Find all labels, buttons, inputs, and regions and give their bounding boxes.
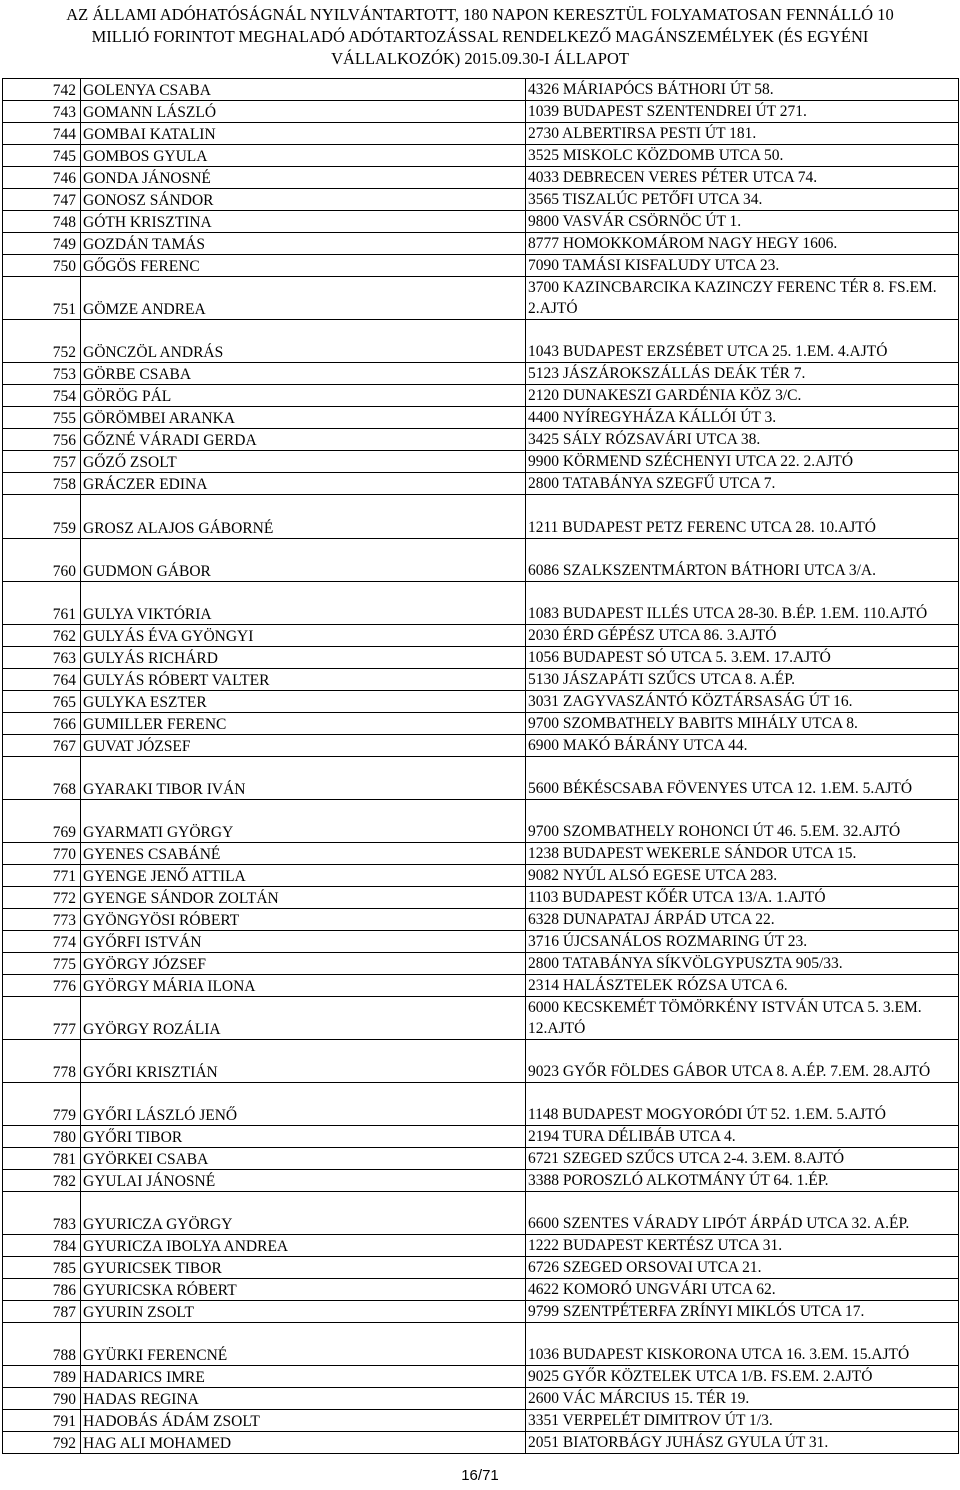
taxpayer-address: 3525 MISKOLC KÖZDOMB UTCA 50.: [526, 145, 959, 167]
taxpayer-name: GYŐRI KRISZTIÁN: [81, 1040, 526, 1083]
table-row: [3, 1235, 959, 1257]
row-number: 762: [3, 625, 81, 647]
row-number: 753: [3, 363, 81, 385]
taxpayer-address: 9700 SZOMBATHELY ROHONCI ÚT 46. 5.EM. 32.AJTÓ: [526, 800, 959, 843]
taxpayer-address: 1056 BUDAPEST SÓ UTCA 5. 3.EM. 17.AJTÓ: [526, 647, 959, 669]
row-number: 772: [3, 887, 81, 909]
taxpayer-address: 6726 SZEGED ORSOVAI UTCA 21.: [526, 1257, 959, 1279]
table-row: [3, 582, 959, 625]
taxpayer-address: 3031 ZAGYVASZÁNTÓ KÖZTÁRSASÁG ÚT 16.: [526, 691, 959, 713]
table-row: [3, 495, 959, 539]
row-number: 789: [3, 1366, 81, 1388]
table-row: [3, 625, 959, 647]
taxpayer-address: 2800 TATABÁNYA SÍKVÖLGYPUSZTA 905/33.: [526, 953, 959, 975]
taxpayer-address: 4400 NYÍREGYHÁZA KÁLLÓI ÚT 3.: [526, 407, 959, 429]
table-row: [3, 953, 959, 975]
taxpayer-address: 6328 DUNAPATAJ ÁRPÁD UTCA 22.: [526, 909, 959, 931]
taxpayer-name: GOLENYA CSABA: [81, 79, 526, 101]
row-number: 758: [3, 473, 81, 495]
row-number: 742: [3, 79, 81, 101]
table-row: [3, 843, 959, 865]
taxpayer-address: 2051 BIATORBÁGY JUHÁSZ GYULA ÚT 31.: [526, 1432, 959, 1454]
taxpayer-name: HADOBÁS ÁDÁM ZSOLT: [81, 1410, 526, 1432]
row-number: 784: [3, 1235, 81, 1257]
taxpayer-name: GULYÁS RICHÁRD: [81, 647, 526, 669]
taxpayer-name: HAG ALI MOHAMED: [81, 1432, 526, 1454]
table-row: [3, 1388, 959, 1410]
row-number: 765: [3, 691, 81, 713]
taxpayer-name: GYŐRI LÁSZLÓ JENŐ: [81, 1083, 526, 1126]
taxpayer-address: 1222 BUDAPEST KERTÉSZ UTCA 31.: [526, 1235, 959, 1257]
header-line-1: AZ ÁLLAMI ADÓHATÓSÁGNÁL NYILVÁNTARTOTT, 180 NAPON KERESZTÜL FOLYAMATOSAN FENNÁLLÓ 10: [66, 5, 894, 24]
taxpayer-name: GŐZNÉ VÁRADI GERDA: [81, 429, 526, 451]
taxpayer-name: GULYA VIKTÓRIA: [81, 582, 526, 625]
taxpayer-address: 4326 MÁRIAPÓCS BÁTHORI ÚT 58.: [526, 79, 959, 101]
taxpayer-name: GOMBOS GYULA: [81, 145, 526, 167]
taxpayer-name: GYARMATI GYÖRGY: [81, 800, 526, 843]
taxpayer-address: 6721 SZEGED SZŰCS UTCA 2-4. 3.EM. 8.AJTÓ: [526, 1148, 959, 1170]
taxpayer-address: 6600 SZENTES VÁRADY LIPÓT ÁRPÁD UTCA 32. A.ÉP.: [526, 1192, 959, 1235]
taxpayer-address: 1083 BUDAPEST ILLÉS UTCA 28-30. B.ÉP. 1.EM. 110.AJTÓ: [526, 582, 959, 625]
table-row: [3, 538, 959, 582]
taxpayer-address: 9023 GYŐR FÖLDES GÁBOR UTCA 8. A.ÉP. 7.EM. 28.AJTÓ: [526, 1040, 959, 1083]
taxpayer-name: GUDMON GÁBOR: [81, 538, 526, 582]
row-number: 771: [3, 865, 81, 887]
row-number: 749: [3, 233, 81, 255]
taxpayer-address: 2600 VÁC MÁRCIUS 15. TÉR 19.: [526, 1388, 959, 1410]
table-row: [3, 713, 959, 735]
document-header: [0, 4, 960, 70]
taxpayer-address: 5130 JÁSZAPÁTI SZŰCS UTCA 8. A.ÉP.: [526, 669, 959, 691]
header-line-3: VÁLLALKOZÓK) 2015.09.30-I ÁLLAPOT: [331, 49, 629, 68]
table-row: [3, 997, 959, 1040]
taxpayer-address: 2030 ÉRD GÉPÉSZ UTCA 86. 3.AJTÓ: [526, 625, 959, 647]
taxpayer-address: 2314 HALÁSZTELEK RÓZSA UTCA 6.: [526, 975, 959, 997]
table-row: [3, 1040, 959, 1083]
table-row: [3, 909, 959, 931]
row-number: 781: [3, 1148, 81, 1170]
table-row: [3, 1323, 959, 1366]
taxpayer-name: GYŐRI TIBOR: [81, 1126, 526, 1148]
taxpayer-name: GÖRBE CSABA: [81, 363, 526, 385]
taxpayer-name: GYURICSKA RÓBERT: [81, 1279, 526, 1301]
table-row: [3, 451, 959, 473]
taxpayer-address: 3425 SÁLY RÓZSAVÁRI UTCA 38.: [526, 429, 959, 451]
taxpayer-address: 9025 GYŐR KÖZTELEK UTCA 1/B. FS.EM. 2.AJTÓ: [526, 1366, 959, 1388]
taxpayer-name: GOZDÁN TAMÁS: [81, 233, 526, 255]
taxpayer-address: 2800 TATABÁNYA SZEGFŰ UTCA 7.: [526, 473, 959, 495]
row-number: 750: [3, 255, 81, 277]
taxpayer-address: 6086 SZALKSZENTMÁRTON BÁTHORI UTCA 3/A.: [526, 538, 959, 582]
row-number: 751: [3, 277, 81, 320]
header-line-2: MILLIÓ FORINTOT MEGHALADÓ ADÓTARTOZÁSSAL RENDELKEZŐ MAGÁNSZEMÉLYEK (ÉS EGYÉNI: [91, 27, 869, 46]
taxpayer-address: 9082 NYÚL ALSÓ EGESE UTCA 283.: [526, 865, 959, 887]
taxpayer-name: GYULAI JÁNOSNÉ: [81, 1170, 526, 1192]
table-row: [3, 123, 959, 145]
taxpayer-address: 3700 KAZINCBARCIKA KAZINCZY FERENC TÉR 8. FS.EM. 2.AJTÓ: [526, 277, 959, 320]
taxpayer-address: 1103 BUDAPEST KŐÉR UTCA 13/A. 1.AJTÓ: [526, 887, 959, 909]
row-number: 756: [3, 429, 81, 451]
table-row: [3, 473, 959, 495]
row-number: 792: [3, 1432, 81, 1454]
taxpayer-address: 9799 SZENTPÉTERFA ZRÍNYI MIKLÓS UTCA 17.: [526, 1301, 959, 1323]
row-number: 759: [3, 495, 81, 539]
taxpayer-name: GYÖNGYÖSI RÓBERT: [81, 909, 526, 931]
row-number: 770: [3, 843, 81, 865]
taxpayer-address: 1043 BUDAPEST ERZSÉBET UTCA 25. 1.EM. 4.AJTÓ: [526, 320, 959, 363]
taxpayer-address: 2194 TURA DÉLIBÁB UTCA 4.: [526, 1126, 959, 1148]
row-number: 776: [3, 975, 81, 997]
taxpayer-address: 2120 DUNAKESZI GARDÉNIA KÖZ 3/C.: [526, 385, 959, 407]
taxpayer-address: 3716 ÚJCSANÁLOS ROZMARING ÚT 23.: [526, 931, 959, 953]
taxpayer-address: 3388 POROSZLÓ ALKOTMÁNY ÚT 64. 1.ÉP.: [526, 1170, 959, 1192]
taxpayer-name: GYENGE JENŐ ATTILA: [81, 865, 526, 887]
taxpayer-name: GÖNCZÖL ANDRÁS: [81, 320, 526, 363]
taxpayer-name: GYENES CSABÁNÉ: [81, 843, 526, 865]
row-number: 755: [3, 407, 81, 429]
taxpayer-name: GOMANN LÁSZLÓ: [81, 101, 526, 123]
table-row: [3, 865, 959, 887]
taxpayer-name: GYURICZA GYÖRGY: [81, 1192, 526, 1235]
row-number: 744: [3, 123, 81, 145]
row-number: 745: [3, 145, 81, 167]
taxpayer-name: GYARAKI TIBOR IVÁN: [81, 757, 526, 800]
taxpayer-address: 8777 HOMOKKOMÁROM NAGY HEGY 1606.: [526, 233, 959, 255]
row-number: 783: [3, 1192, 81, 1235]
taxpayer-name: GÖMZE ANDREA: [81, 277, 526, 320]
table-row: [3, 1192, 959, 1235]
table-row: [3, 79, 959, 101]
taxpayer-address: 1039 BUDAPEST SZENTENDREI ÚT 271.: [526, 101, 959, 123]
taxpayer-address: 1148 BUDAPEST MOGYORÓDI ÚT 52. 1.EM. 5.AJTÓ: [526, 1083, 959, 1126]
row-number: 782: [3, 1170, 81, 1192]
taxpayer-name: GYURICZA IBOLYA ANDREA: [81, 1235, 526, 1257]
table-row: [3, 1366, 959, 1388]
taxpayer-address: 1211 BUDAPEST PETZ FERENC UTCA 28. 10.AJTÓ: [526, 495, 959, 539]
table-row: [3, 800, 959, 843]
row-number: 777: [3, 997, 81, 1040]
taxpayer-address: 5123 JÁSZÁROKSZÁLLÁS DEÁK TÉR 7.: [526, 363, 959, 385]
taxpayer-address: 7090 TAMÁSI KISFALUDY UTCA 23.: [526, 255, 959, 277]
row-number: 768: [3, 757, 81, 800]
row-number: 757: [3, 451, 81, 473]
table-row: [3, 931, 959, 953]
taxpayer-address: 9700 SZOMBATHELY BABITS MIHÁLY UTCA 8.: [526, 713, 959, 735]
taxpayer-address: 4033 DEBRECEN VERES PÉTER UTCA 74.: [526, 167, 959, 189]
taxpayer-table: [2, 78, 959, 1454]
taxpayer-name: GYÖRGY MÁRIA ILONA: [81, 975, 526, 997]
table-row: [3, 385, 959, 407]
row-number: 769: [3, 800, 81, 843]
table-row: [3, 233, 959, 255]
table-row: [3, 167, 959, 189]
table-row: [3, 1083, 959, 1126]
taxpayer-name: GROSZ ALAJOS GÁBORNÉ: [81, 495, 526, 539]
taxpayer-name: GULYKA ESZTER: [81, 691, 526, 713]
table-row: [3, 647, 959, 669]
row-number: 763: [3, 647, 81, 669]
table-row: [3, 1279, 959, 1301]
row-number: 754: [3, 385, 81, 407]
taxpayer-name: GÓTH KRISZTINA: [81, 211, 526, 233]
taxpayer-name: GULYÁS RÓBERT VALTER: [81, 669, 526, 691]
row-number: 747: [3, 189, 81, 211]
row-number: 786: [3, 1279, 81, 1301]
row-number: 779: [3, 1083, 81, 1126]
table-row: [3, 1257, 959, 1279]
table-row: [3, 277, 959, 320]
taxpayer-name: GYENGE SÁNDOR ZOLTÁN: [81, 887, 526, 909]
taxpayer-name: GYÖRGY JÓZSEF: [81, 953, 526, 975]
table-row: [3, 735, 959, 757]
taxpayer-name: GONDA JÁNOSNÉ: [81, 167, 526, 189]
taxpayer-name: GÖRÖMBEI ARANKA: [81, 407, 526, 429]
taxpayer-address: 3565 TISZALÚC PETŐFI UTCA 34.: [526, 189, 959, 211]
row-number: 760: [3, 538, 81, 582]
table-row: [3, 975, 959, 997]
row-number: 788: [3, 1323, 81, 1366]
table-row: [3, 211, 959, 233]
table-row: [3, 1170, 959, 1192]
row-number: 766: [3, 713, 81, 735]
taxpayer-address: 5600 BÉKÉSCSABA FÖVENYES UTCA 12. 1.EM. 5.AJTÓ: [526, 757, 959, 800]
taxpayer-address: 1238 BUDAPEST WEKERLE SÁNDOR UTCA 15.: [526, 843, 959, 865]
table-row: [3, 1410, 959, 1432]
taxpayer-address: 1036 BUDAPEST KISKORONA UTCA 16. 3.EM. 15.AJTÓ: [526, 1323, 959, 1366]
table-row: [3, 1432, 959, 1454]
taxpayer-address: 9900 KÖRMEND SZÉCHENYI UTCA 22. 2.AJTÓ: [526, 451, 959, 473]
row-number: 752: [3, 320, 81, 363]
taxpayer-name: GRÁCZER EDINA: [81, 473, 526, 495]
taxpayer-name: GYURIN ZSOLT: [81, 1301, 526, 1323]
table-row: [3, 407, 959, 429]
table-row: [3, 363, 959, 385]
taxpayer-name: GÖRÖG PÁL: [81, 385, 526, 407]
table-row: [3, 255, 959, 277]
taxpayer-address: 6000 KECSKEMÉT TÖMÖRKÉNY ISTVÁN UTCA 5. 3.EM. 12.AJTÓ: [526, 997, 959, 1040]
table-row: [3, 1148, 959, 1170]
table-row: [3, 101, 959, 123]
table-row: [3, 145, 959, 167]
row-number: 785: [3, 1257, 81, 1279]
taxpayer-name: GYŐRFI ISTVÁN: [81, 931, 526, 953]
row-number: 748: [3, 211, 81, 233]
taxpayer-name: GUMILLER FERENC: [81, 713, 526, 735]
row-number: 775: [3, 953, 81, 975]
table-row: [3, 887, 959, 909]
table-row: [3, 757, 959, 800]
taxpayer-name: GŐGÖS FERENC: [81, 255, 526, 277]
taxpayer-address: 2730 ALBERTIRSA PESTI ÚT 181.: [526, 123, 959, 145]
table-row: [3, 429, 959, 451]
row-number: 773: [3, 909, 81, 931]
taxpayer-address: 9800 VASVÁR CSÖRNÖC ÚT 1.: [526, 211, 959, 233]
taxpayer-name: GUVAT JÓZSEF: [81, 735, 526, 757]
taxpayer-address: 3351 VERPELÉT DIMITROV ÚT 1/3.: [526, 1410, 959, 1432]
row-number: 780: [3, 1126, 81, 1148]
taxpayer-address: 6900 MAKÓ BÁRÁNY UTCA 44.: [526, 735, 959, 757]
taxpayer-name: HADARICS IMRE: [81, 1366, 526, 1388]
taxpayer-name: GYÖRKEI CSABA: [81, 1148, 526, 1170]
taxpayer-name: GONOSZ SÁNDOR: [81, 189, 526, 211]
taxpayer-name: GYÜRKI FERENCNÉ: [81, 1323, 526, 1366]
taxpayer-name: GYURICSEK TIBOR: [81, 1257, 526, 1279]
row-number: 787: [3, 1301, 81, 1323]
taxpayer-name: GULYÁS ÉVA GYÖNGYI: [81, 625, 526, 647]
table-row: [3, 691, 959, 713]
table-row: [3, 1126, 959, 1148]
table-row: [3, 189, 959, 211]
taxpayer-address: 4622 KOMORÓ UNGVÁRI UTCA 62.: [526, 1279, 959, 1301]
row-number: 778: [3, 1040, 81, 1083]
table-row: [3, 320, 959, 363]
row-number: 767: [3, 735, 81, 757]
table-row: [3, 669, 959, 691]
taxpayer-table-body: [3, 79, 959, 1454]
taxpayer-name: GYÖRGY ROZÁLIA: [81, 997, 526, 1040]
row-number: 774: [3, 931, 81, 953]
taxpayer-name: GŐZŐ ZSOLT: [81, 451, 526, 473]
row-number: 743: [3, 101, 81, 123]
row-number: 746: [3, 167, 81, 189]
row-number: 791: [3, 1410, 81, 1432]
page-number: 16/71: [461, 1467, 499, 1484]
row-number: 761: [3, 582, 81, 625]
taxpayer-name: GOMBAI KATALIN: [81, 123, 526, 145]
row-number: 790: [3, 1388, 81, 1410]
row-number: 764: [3, 669, 81, 691]
table-row: [3, 1301, 959, 1323]
taxpayer-name: HADAS REGINA: [81, 1388, 526, 1410]
